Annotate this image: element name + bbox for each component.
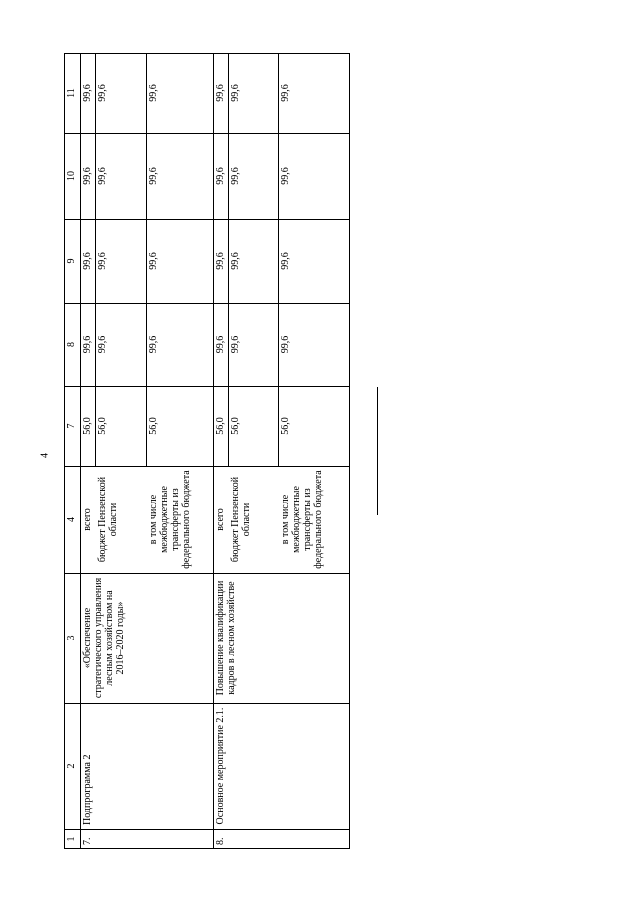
value-cell: 56,0 [215,417,226,435]
value-cell: 99,6 [148,167,159,185]
table-border [349,53,350,849]
value-cell: 99,6 [97,335,108,354]
value-cell: 99,6 [97,167,108,185]
row-number: 8. [215,837,226,845]
value-cell: 99,6 [280,252,291,270]
value-cell: 56,0 [148,417,159,435]
value-cell: 99,6 [148,252,159,270]
table-border [64,573,350,574]
table-border [146,53,147,467]
value-cell: 99,6 [230,252,241,270]
page-number: 4 [39,453,51,458]
header-col-3: 3 [66,635,77,641]
table-border [64,466,350,467]
value-cell: 56,0 [280,417,291,435]
value-cell: 99,6 [148,335,159,354]
value-cell: 99,6 [230,167,241,185]
source-label: в том числе межбюджетные трансферты из федерального бюджета [280,470,324,569]
budget-table [64,53,350,849]
value-cell: 99,6 [82,167,93,185]
row-name: Основное мероприятие 2.1. [215,707,226,825]
table-border [64,703,350,704]
row-description: «Обеспечение стратегического управления лесным хозяйством на 2016–2020 годы» [82,577,126,699]
table-border [95,53,96,467]
header-col-9: 9 [66,258,77,264]
row-number: 7. [82,837,93,845]
value-cell: 56,0 [230,417,241,435]
table-border [64,53,65,849]
value-cell: 99,6 [215,335,226,354]
table-border [64,829,350,830]
header-col-10: 10 [66,171,77,181]
row-description: Повышение квалификации кадров в лесном хозяйстве [215,580,237,696]
source-label: всего [82,508,93,531]
value-cell: 99,6 [97,252,108,270]
table-border [64,53,350,54]
value-cell: 99,6 [148,84,159,102]
value-cell: 99,6 [230,84,241,102]
header-col-11: 11 [66,88,77,98]
table-border [64,386,350,387]
header-col-2: 2 [66,763,77,769]
table-border [278,53,279,467]
value-cell: 56,0 [82,417,93,435]
value-cell: 99,6 [280,84,291,102]
value-cell: 99,6 [280,335,291,354]
value-cell: 99,6 [97,84,108,102]
table-border [64,303,350,304]
table-border [64,133,350,134]
source-label: в том числе межбюджетные трансферты из федерального бюджета [148,470,192,569]
table-border [228,53,229,467]
value-cell: 99,6 [82,84,93,102]
value-cell: 56,0 [97,417,108,435]
separator-line [377,387,378,515]
table-border [80,53,81,849]
value-cell: 99,6 [230,335,241,354]
table-border [213,53,214,849]
source-label: бюджет Пензенской области [230,476,252,563]
value-cell: 99,6 [215,167,226,185]
value-cell: 99,6 [215,84,226,102]
table-border [64,848,350,849]
row-name: Подпрограмма 2 [82,754,93,825]
header-col-7: 7 [66,423,77,429]
value-cell: 99,6 [280,167,291,185]
header-col-4: 4 [66,517,77,522]
value-cell: 99,6 [215,252,226,270]
source-label: бюджет Пензенской области [97,476,119,563]
source-label: всего [215,508,226,531]
header-col-1: 1 [66,836,77,842]
value-cell: 99,6 [82,252,93,270]
header-col-8: 8 [66,342,77,347]
table-border [64,219,350,220]
value-cell: 99,6 [82,335,93,354]
